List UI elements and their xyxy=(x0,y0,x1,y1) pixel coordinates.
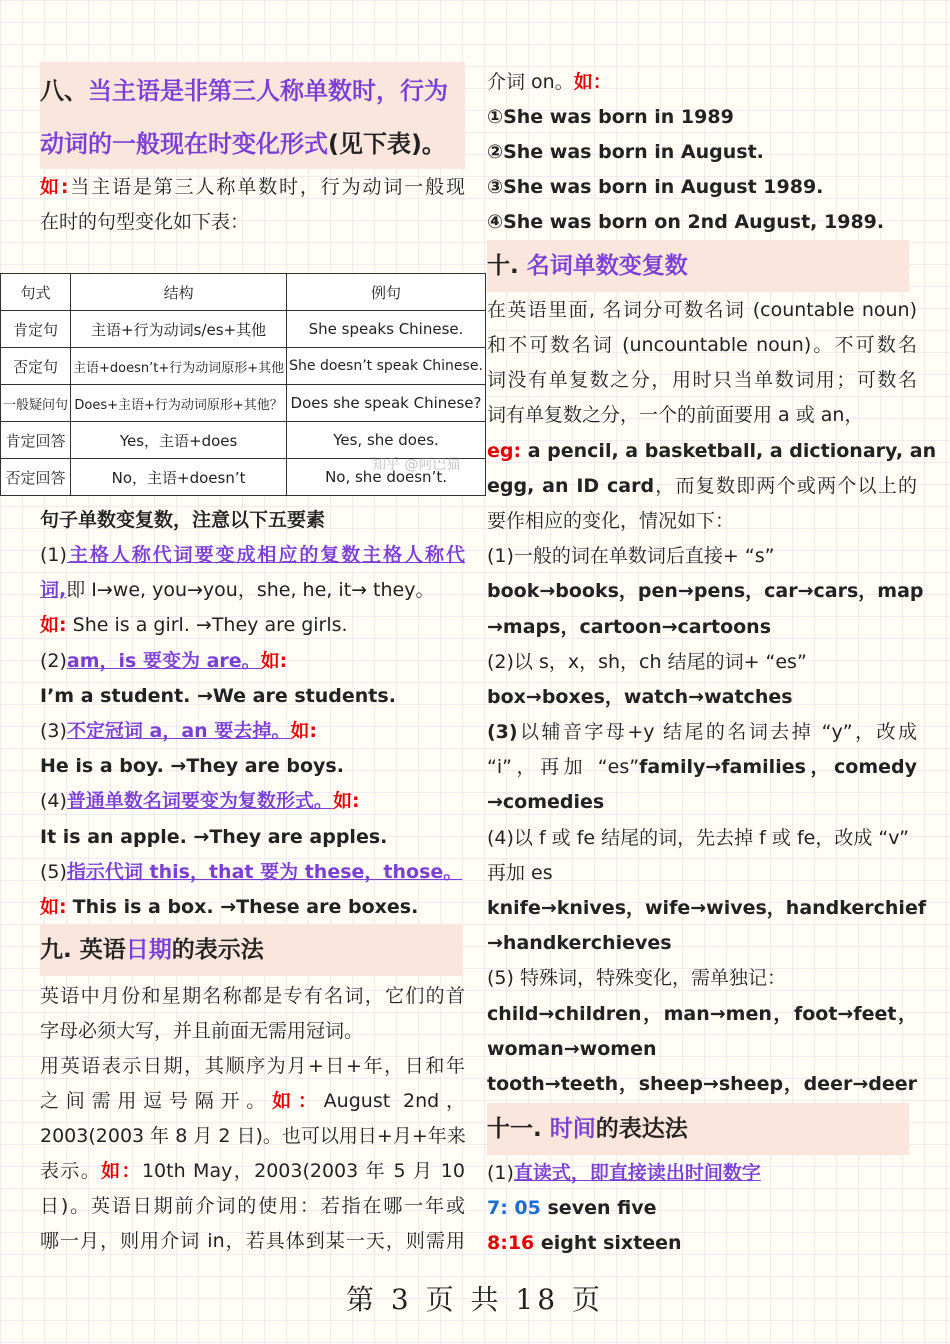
table-cell: 肯定回答 xyxy=(1,422,71,459)
plural-example: child→children，man→men，foot→feet， xyxy=(487,1003,917,1025)
text-part: ，而复数即两个或两个以上的 xyxy=(654,475,917,497)
section-9-text: 哪一月，则用介词 in，若具体到某一天，则需用 xyxy=(40,1230,465,1252)
table-header: 句式 xyxy=(1,274,71,311)
text-part: 之间需用逗号隔开。 xyxy=(40,1090,273,1112)
section-10-text: 词没有单复数之分，用时只当单数词用；可数名 xyxy=(487,369,917,391)
section-9-text xyxy=(40,1159,465,1183)
section-11-title xyxy=(487,1114,688,1144)
rule-text: 指示代词 this，that 要为 these，those。 xyxy=(66,861,463,883)
section-title-cont: 动词的一般现在时变化形式 xyxy=(40,130,328,158)
table-cell: 否定回答 xyxy=(1,459,71,496)
section-9-text xyxy=(487,70,612,94)
plural-rule-4: (4)以 f 或 fe 结尾的词，先去掉 f 或 fe，改成 “v” xyxy=(487,827,909,849)
example-label: 如: xyxy=(260,650,288,672)
section-8-title-line2 xyxy=(40,129,446,159)
rule-2-example: I’m a student. →We are students. xyxy=(40,685,396,707)
example-text: This is a box. →These are boxes. xyxy=(72,896,419,918)
table-header: 例句 xyxy=(287,274,486,311)
title-part: 十一. xyxy=(487,1116,550,1142)
rule-text: 不定冠词 a，an 要去掉。 xyxy=(66,720,291,742)
plural-example: tooth→teeth，sheep→sheep，deer→deer xyxy=(487,1073,917,1095)
table-cell: Yes, she does. xyxy=(287,422,486,459)
table-cell: 主语+行为动词s/es+其他 xyxy=(71,311,287,348)
text-part: 表示。 xyxy=(40,1160,102,1182)
rule-5-line xyxy=(40,860,462,884)
plural-example: →maps，cartoon→cartoons xyxy=(487,616,772,638)
section-9-text: 英语中月份和星期名称都是专有名词，它们的首 xyxy=(40,985,465,1007)
title-highlight: 时间 xyxy=(549,1116,596,1142)
table-header-row xyxy=(1,274,486,311)
plural-example: book→books，pen→pens，car→cars，map xyxy=(487,580,924,602)
rule-text: am，is 要变为 are。 xyxy=(66,650,261,672)
time-example xyxy=(487,1196,656,1220)
time-number: 7: 05 xyxy=(487,1197,541,1219)
section-9-text xyxy=(40,1089,465,1113)
rule-3-line xyxy=(40,719,317,743)
rule-detail: 即 I→we, you→you，she, he, it→ they。 xyxy=(66,579,435,601)
watermark: 知乎 @阿巴猫 xyxy=(372,457,461,473)
date-example: ③She was born in August 1989. xyxy=(487,176,824,198)
rule-5-example xyxy=(40,895,418,919)
title-part: 的表达法 xyxy=(595,1116,688,1142)
rule-1-line xyxy=(40,543,465,567)
plural-rule-5: (5) 特殊词，特殊变化，需单独记： xyxy=(487,967,786,989)
title-part: 九. 英语 xyxy=(40,937,126,963)
time-words: seven five xyxy=(547,1197,657,1219)
section-10-text: 词有单复数之分，一个的前面要用 a 或 an， xyxy=(487,404,864,426)
plural-rule-3 xyxy=(487,720,917,744)
table-cell: No，主语+doesn’t xyxy=(71,459,287,496)
date-example: ④She was born on 2nd August, 1989. xyxy=(487,211,885,233)
rule-number: (3) xyxy=(487,721,518,743)
date-example: ①She was born in 1989 xyxy=(487,106,734,128)
section-10-title xyxy=(487,251,688,281)
example-label: 如: xyxy=(40,896,67,918)
time-number: 8:16 xyxy=(487,1232,535,1254)
rule-text: 主格人称代词要变成相应的复数主格人称代 xyxy=(66,544,465,566)
table-cell: 肯定句 xyxy=(1,311,71,348)
example-label: 如: xyxy=(40,176,69,198)
section-8-intro-line xyxy=(40,175,465,199)
table-cell: 主语+doesn’t+行为动词原形+其他 xyxy=(71,348,287,385)
table-cell: She doesn’t speak Chinese. xyxy=(287,348,486,385)
rule-text: “i”，再加 “es” xyxy=(487,756,640,778)
time-example xyxy=(487,1231,682,1255)
rule-4-line xyxy=(40,789,360,813)
rule-number: (4) xyxy=(40,790,67,812)
plural-rule-2: (2)以 s，x，sh，ch 结尾的词+ “es” xyxy=(487,651,807,673)
page-footer: 第 3 页 共 18 页 xyxy=(346,1283,604,1316)
example-label: 如： xyxy=(101,1160,142,1182)
table-row xyxy=(1,422,486,459)
rule-1-example xyxy=(40,613,348,637)
plural-example: woman→women xyxy=(487,1038,657,1060)
section-title: 当主语是非第三人称单数时，行为 xyxy=(88,77,448,105)
title-highlight: 名词单数变复数 xyxy=(526,253,688,279)
table-row xyxy=(1,385,486,422)
plural-rule-1: (1)一般的词在单数词后直接+ “s” xyxy=(487,545,775,567)
example-text: a pencil, a basketball, a dictionary, an xyxy=(527,440,937,462)
rule-number: (2) xyxy=(40,650,67,672)
rule-4-example: It is an apple. →They are apples. xyxy=(40,826,388,848)
title-part: 的表示法 xyxy=(171,937,264,963)
plural-example: →handkerchieves xyxy=(487,932,672,954)
plural-rule-3 xyxy=(487,755,917,779)
rule-3-example: He is a boy. →They are boys. xyxy=(40,755,344,777)
rule-2-line xyxy=(40,649,287,673)
section-8-title-line1 xyxy=(40,76,448,106)
rule-text: 普通单数名词要变为复数形式。 xyxy=(66,790,333,812)
text-part: 介词 on。 xyxy=(487,71,574,93)
table-cell: 否定句 xyxy=(1,348,71,385)
text-part: 10th May，2003(2003 年 5 月 10 xyxy=(141,1160,465,1182)
table-cell: Does+主语+行为动词原形+其他？ xyxy=(71,385,287,422)
rule-number: (3) xyxy=(40,720,67,742)
section-10-text: 在英语里面, 名词分可数名词 (countable noun) xyxy=(487,299,917,321)
time-words: eight sixteen xyxy=(540,1232,682,1254)
date-example: ②She was born in August. xyxy=(487,141,764,163)
rule-text: 以辅音字母+y 结尾的名词去掉 “y”，改成 xyxy=(517,721,917,743)
plural-example: →comedies xyxy=(487,791,605,813)
rule-number: (1) xyxy=(40,544,67,566)
table-header: 结构 xyxy=(71,274,287,311)
rule-number: (5) xyxy=(40,861,67,883)
table-row xyxy=(1,348,486,385)
section-10-example xyxy=(487,439,937,463)
rule-text: 直读式，即直接读出时间数字 xyxy=(513,1162,761,1184)
plural-example: box→boxes，watch→watches xyxy=(487,686,793,708)
table-cell: She speaks Chinese. xyxy=(287,311,486,348)
section-number: 八、 xyxy=(40,77,88,105)
plural-rule-4: 再加 es xyxy=(487,862,553,884)
table-cell: Yes，主语+does xyxy=(71,422,287,459)
example-label: 如: xyxy=(40,614,67,636)
example-text: She is a girl. →They are girls. xyxy=(72,614,348,636)
plural-example: knife→knives，wife→wives，handkerchief xyxy=(487,897,927,919)
time-rule-1 xyxy=(487,1161,761,1185)
rule-1-line xyxy=(40,578,434,602)
title-highlight: 日期 xyxy=(125,937,172,963)
text-part: August 2nd， xyxy=(323,1090,465,1112)
rule-number: (1) xyxy=(487,1162,514,1184)
section-9-title xyxy=(40,935,264,965)
example-label: 如: xyxy=(290,720,317,742)
section-9-text: 字母必须大写，并且前面无需用冠词。 xyxy=(40,1020,364,1042)
table-cell: Does she speak Chinese? xyxy=(287,385,486,422)
table-row xyxy=(1,311,486,348)
example-label: 如： xyxy=(272,1090,324,1112)
section-10-text: 要作相应的变化，情况如下： xyxy=(487,510,735,532)
section-10-text: 和不可数名词 (uncountable noun)。不可数名 xyxy=(487,334,917,356)
table-cell: 一般疑问句 xyxy=(1,385,71,422)
plural-rules-title: 句子单数变复数，注意以下五要素 xyxy=(40,509,326,531)
example-label: 如: xyxy=(332,790,360,812)
section-9-text: 2003(2003 年 8 月 2 日)。也可以用日+月+年来 xyxy=(40,1125,466,1147)
section-9-text: 用英语表示日期，其顺序为月+日+年，日和年 xyxy=(40,1055,465,1077)
section-9-text: 日)。英语日期前介词的使用：若指在哪一年或 xyxy=(40,1195,465,1217)
example-text: egg, an ID card xyxy=(487,475,655,497)
example-label: eg: xyxy=(487,440,522,462)
section-8-intro-line: 在时的句型变化如下表： xyxy=(40,211,250,233)
example-label: 如： xyxy=(573,71,612,93)
example-text: family→families，comedy xyxy=(639,756,917,778)
rule-text: 词, xyxy=(40,579,67,601)
table-cell: No, she doesn’t. xyxy=(287,459,486,496)
section-10-text xyxy=(487,474,917,498)
intro-text: 当主语是第三人称单数时，行为动词一般现 xyxy=(68,176,465,198)
section-title-note: (见下表)。 xyxy=(328,130,446,158)
title-part: 十. xyxy=(487,253,527,279)
